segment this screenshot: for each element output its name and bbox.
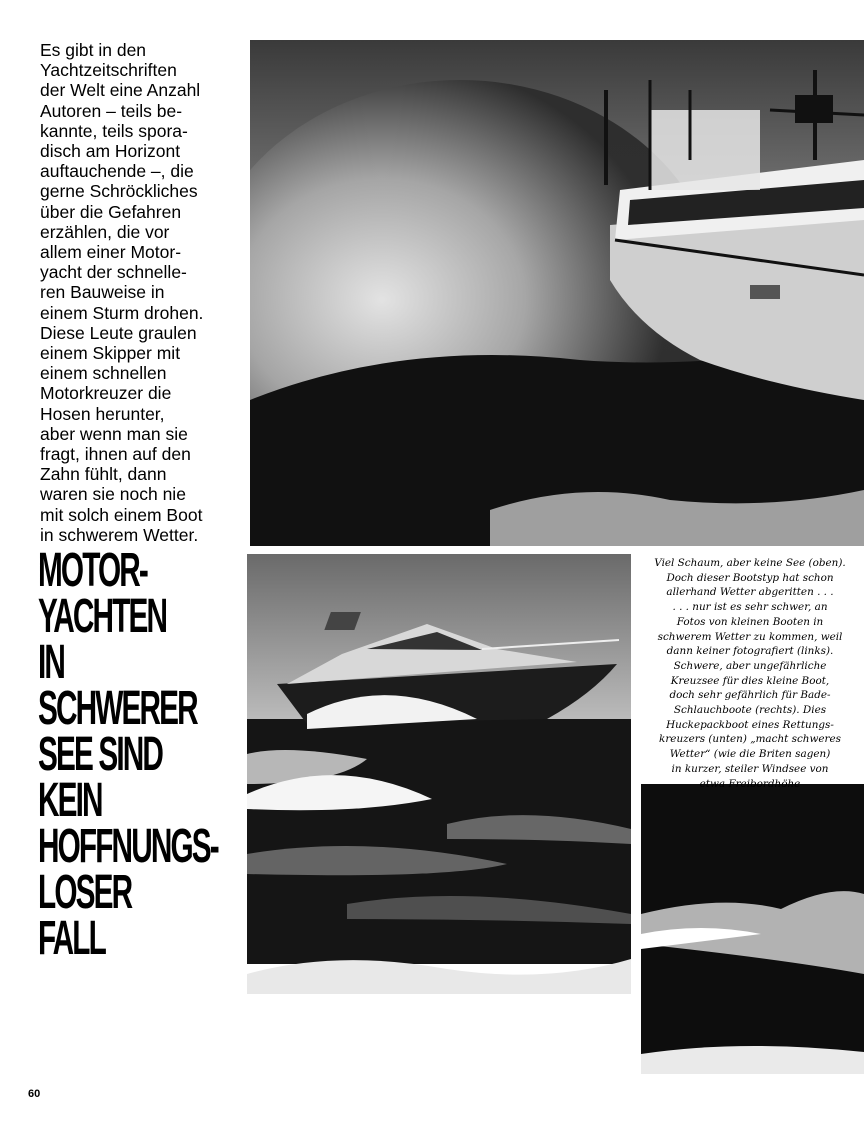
caption-line: Kreuzsee für dies kleine Boot, <box>670 674 830 687</box>
caption-line: dann keiner fotografiert (links). <box>666 645 834 658</box>
intro-paragraph <box>40 40 252 545</box>
intro-line: der Welt eine Anzahl <box>40 80 201 101</box>
intro-line: einem Sturm drohen. <box>40 302 204 323</box>
headline-line: KEIN <box>38 774 102 827</box>
intro-line: einem Skipper mit <box>40 343 181 364</box>
headline-line: MOTOR- <box>38 544 147 597</box>
intro-line: Yachtzeitschriften <box>40 60 177 81</box>
headline-line: SCHWERER <box>38 682 197 735</box>
photo-rescue-boat <box>641 784 864 1074</box>
caption-line: schwerem Wetter zu kommen, weil <box>657 630 843 643</box>
headline-line: HOFFNUNGS- <box>38 820 218 873</box>
intro-line: kannte, teils spora- <box>40 120 188 141</box>
intro-line: Motorkreuzer die <box>40 383 172 404</box>
caption-line: Doch dieser Bootstyp hat schon <box>666 571 834 584</box>
intro-line: ren Bauweise in <box>40 282 165 303</box>
caption-line: in kurzer, steiler Windsee von <box>671 762 829 775</box>
intro-line: auftauchende –, die <box>40 161 194 182</box>
caption-line: etwa Freibordhöhe <box>699 777 801 790</box>
caption-line: kreuzers (unten) „macht schweres <box>659 733 841 746</box>
intro-line: Diese Leute graulen <box>40 322 197 343</box>
intro-line: in schwerem Wetter. <box>40 524 199 545</box>
article-headline <box>38 544 218 965</box>
caption-line: Viel Schaum, aber keine See (oben). <box>654 557 846 569</box>
caption-line: allerhand Wetter abgeritten . . . <box>666 586 834 599</box>
caption-line: Fotos von kleinen Booten in <box>676 615 824 628</box>
intro-line: aber wenn man sie <box>40 423 188 444</box>
intro-line: einem schnellen <box>40 363 167 384</box>
headline-line: YACHTEN <box>38 590 167 643</box>
intro-line: Autoren – teils be- <box>40 100 183 121</box>
intro-line: waren sie noch nie <box>40 484 186 505</box>
caption-line: . . . nur ist es sehr schwer, an <box>672 601 828 614</box>
intro-line: yacht der schnelle- <box>40 262 187 283</box>
caption-line: Schwere, aber ungefährliche <box>673 659 827 672</box>
headline-line: LOSER <box>38 866 132 919</box>
intro-line: Hosen herunter, <box>40 403 165 424</box>
intro-line: mit solch einem Boot <box>40 504 203 525</box>
intro-line: Zahn fühlt, dann <box>40 464 167 485</box>
intro-line: gerne Schröckliches <box>40 181 198 202</box>
photo-yacht-waves <box>247 554 631 1074</box>
headline-line: FALL <box>38 912 105 965</box>
caption-line: Wetter“ (wie die Briten sagen) <box>669 748 831 761</box>
photo-yacht-spray <box>250 40 864 546</box>
intro-line: Es gibt in den <box>40 40 147 60</box>
headline-line: IN <box>38 636 65 689</box>
photo-caption <box>636 556 864 791</box>
caption-line: doch sehr gefährlich für Bade- <box>669 689 831 702</box>
intro-line: fragt, ihnen auf den <box>40 444 191 465</box>
intro-line: über die Gefahren <box>40 201 182 222</box>
intro-line: disch am Horizont <box>40 141 181 162</box>
intro-line: erzählen, die vor <box>40 221 170 242</box>
page-number: 60 <box>28 1088 41 1100</box>
caption-line: Schlauchboote (rechts). Dies <box>673 704 827 717</box>
intro-line: allem einer Motor- <box>40 242 182 263</box>
headline-line: SEE SIND <box>38 728 163 781</box>
caption-line: Huckepackboot eines Rettungs- <box>666 718 834 731</box>
